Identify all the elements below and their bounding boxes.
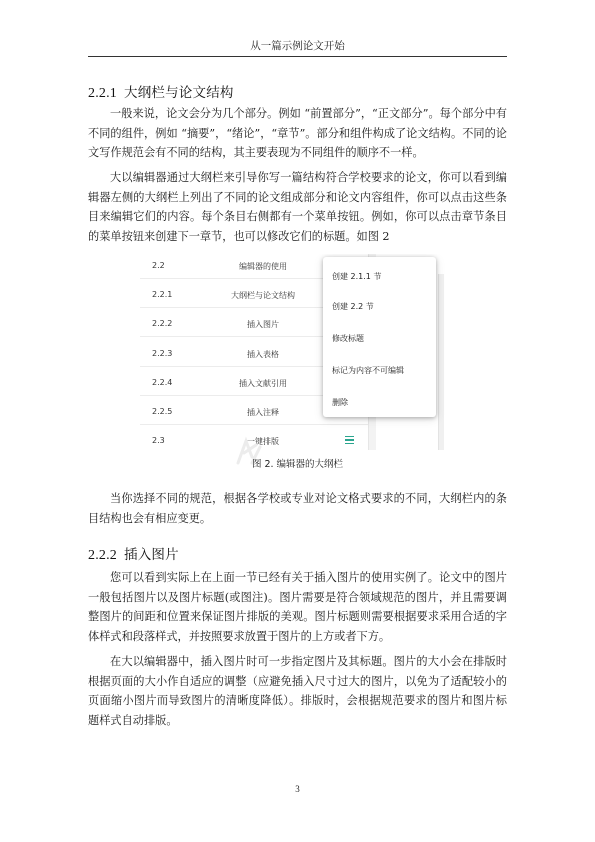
outline-row-title: 插入表格 — [247, 350, 279, 359]
outline-row-number: 2.2.5 — [152, 407, 173, 416]
outline-row-number: 2.3 — [152, 436, 165, 445]
header-rule — [88, 56, 507, 57]
menu-item-create-2-1-1[interactable]: 创建 2.1.1 节 — [332, 272, 382, 281]
outline-row-number: 2.2.2 — [152, 319, 173, 328]
page-number: 3 — [295, 784, 300, 794]
section-title: 大纲栏与论文结构 — [124, 85, 234, 101]
editor-scrollbar[interactable] — [438, 274, 444, 450]
outline-row-number: 2.2.4 — [152, 378, 173, 387]
menu-item-create-2-2[interactable]: 创建 2.2 节 — [332, 302, 374, 311]
outline-row-number: 2.2 — [152, 261, 165, 270]
running-header: 从一篇示例论文开始 — [250, 40, 345, 52]
menu-item-lock-content[interactable]: 标记为内容不可编辑 — [332, 366, 404, 375]
outline-menu-icon[interactable] — [342, 434, 356, 446]
outline-row-title: 插入文献引用 — [239, 379, 287, 388]
menu-item-delete[interactable]: 删除 — [332, 398, 348, 407]
section-heading-2-2-1 — [88, 81, 234, 102]
editor-outline-figure — [140, 254, 453, 450]
section-number: 2.2.1 — [88, 86, 117, 101]
section-title: 插入图片 — [124, 547, 179, 563]
outline-row-title: 编辑器的使用 — [239, 262, 287, 271]
paragraph: 大以编辑器通过大纲栏来引导你写一篇结构符合学校要求的论文，你可以看到编辑器左侧的大纲栏上列出了不同的论文组成部分和论文内容组件，你可以点击这些条目来编辑它们的内容。每个条目右侧都有一个菜单按钮。例如，你可以点击章节条目的菜单按钮来创建下一章节，也可以修改它们的标题。如图 2 — [88, 171, 507, 243]
paragraph: 在大以编辑器中，插入图片时可一步指定图片及其标题。图片的大小会在排版时根据页面的大小作自适应的调整（应避免插入尺寸过大的图片，以免为了适配较小的页面缩小图片而导致图片的清晰度降低）。排版时，会根据规范要求的图片和图片标题样式自动排版。 — [88, 655, 507, 727]
figure-caption: 图 2. 编辑器的大纲栏 — [251, 459, 344, 470]
menu-item-rename[interactable]: 修改标题 — [332, 334, 364, 343]
outline-row-title: 大纲栏与论文结构 — [231, 291, 295, 300]
outline-row-title: 插入注释 — [247, 408, 279, 417]
paragraph: 当你选择不同的规范，根据各学校或专业对论文格式要求的不同，大纲栏内的条目结构也会有相应变更。 — [88, 492, 507, 525]
outline-context-menu — [323, 257, 436, 417]
section-number: 2.2.2 — [88, 548, 117, 563]
outline-row-title: 一键排版 — [247, 437, 279, 446]
paragraph: 一般来说，论文会分为几个部分。例如 “前置部分”，“正文部分”。每个部分中有不同的组件，例如 “摘要”，“绪论”，“章节”。部分和组件构成了论文结构。不同的论文写作规范会有不同的结构，其主要表现为不同组件的顺序不一样。 — [88, 107, 507, 160]
outline-row-number: 2.2.1 — [152, 290, 173, 299]
section-heading-2-2-2 — [88, 543, 179, 564]
paragraph: 您可以看到实际上在上面一节已经有关于插入图片的使用实例了。论文中的图片一般包括图片以及图片标题(或图注)。图片需要是符合领域规范的图片，并且需要调整图片的间距和位置来保证图片排版的美观。图片标题则需要根据要求采用合适的字体样式和段落样式，并按照要求放置于图片的上方或者下方。 — [88, 571, 507, 643]
outline-row-number: 2.2.3 — [152, 349, 173, 358]
outline-row-title: 插入图片 — [247, 320, 279, 329]
